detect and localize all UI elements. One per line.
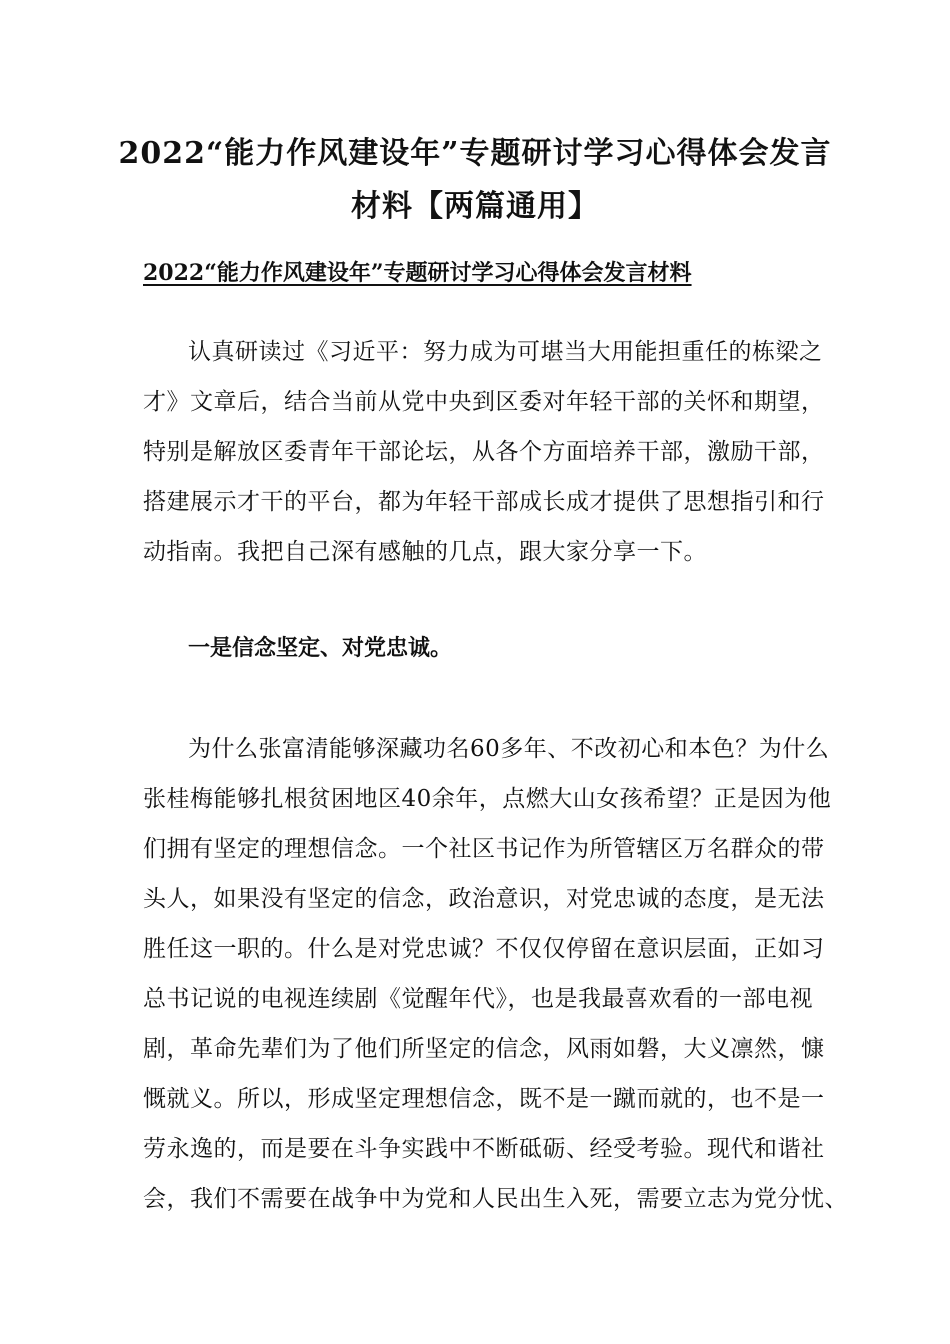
paragraph-1-line-5: 动指南。我把自己深有感触的几点，跟大家分享一下。 — [143, 539, 707, 565]
paragraph-2-line-5: 胜任这一职的。什么是对党忠诚？不仅仅停留在意识层面，正如习 — [143, 936, 825, 962]
paragraph-2-line-1: 为什么张富清能够深藏功名60多年、不改初心和本色？为什么 — [188, 736, 830, 762]
paragraph-2-line-10: 会，我们不需要在战争中为党和人民出生入死，需要立志为党分忧、 — [143, 1186, 848, 1212]
paragraph-1-line-2: 才》文章后，结合当前从党中央到区委对年轻干部的关怀和期望， — [143, 389, 825, 415]
document-title-line-1: 2022“能力作风建设年”专题研讨学习心得体会发言 — [118, 136, 832, 171]
paragraph-2-line-9: 劳永逸的，而是要在斗争实践中不断砥砺、经受考验。现代和谐社 — [143, 1136, 825, 1162]
paragraph-2-line-6: 总书记说的电视连续剧《觉醒年代》，也是我最喜欢看的一部电视 — [143, 986, 813, 1012]
document-title-line-2: 材料【两篇通用】 — [351, 189, 599, 224]
paragraph-2-line-2: 张桂梅能够扎根贫困地区40余年，点燃大山女孩希望？正是因为他 — [143, 786, 832, 812]
paragraph-2-line-3: 们拥有坚定的理想信念。一个社区书记作为所管辖区万名群众的带 — [143, 836, 825, 862]
section-heading-1: 一是信念坚定、对党忠诚。 — [188, 635, 453, 661]
paragraph-2-line-8: 慨就义。所以，形成坚定理想信念，既不是一蹴而就的，也不是一 — [143, 1086, 825, 1112]
paragraph-1-line-3: 特别是解放区委青年干部论坛，从各个方面培养干部，激励干部， — [143, 439, 825, 465]
paragraph-1-line-4: 搭建展示才干的平台，都为年轻干部成长成才提供了思想指引和行 — [143, 489, 825, 515]
paragraph-2-line-7: 剧，革命先辈们为了他们所坚定的信念，风雨如磐，大义凛然，慷 — [143, 1036, 825, 1062]
paragraph-1-line-1: 认真研读过《习近平：努力成为可堪当大用能担重任的栋梁之 — [188, 339, 823, 365]
section-subtitle: 2022“能力作风建设年”专题研讨学习心得体会发言材料 — [143, 260, 692, 286]
paragraph-2-line-4: 头人，如果没有坚定的信念，政治意识，对党忠诚的态度，是无法 — [143, 886, 825, 912]
